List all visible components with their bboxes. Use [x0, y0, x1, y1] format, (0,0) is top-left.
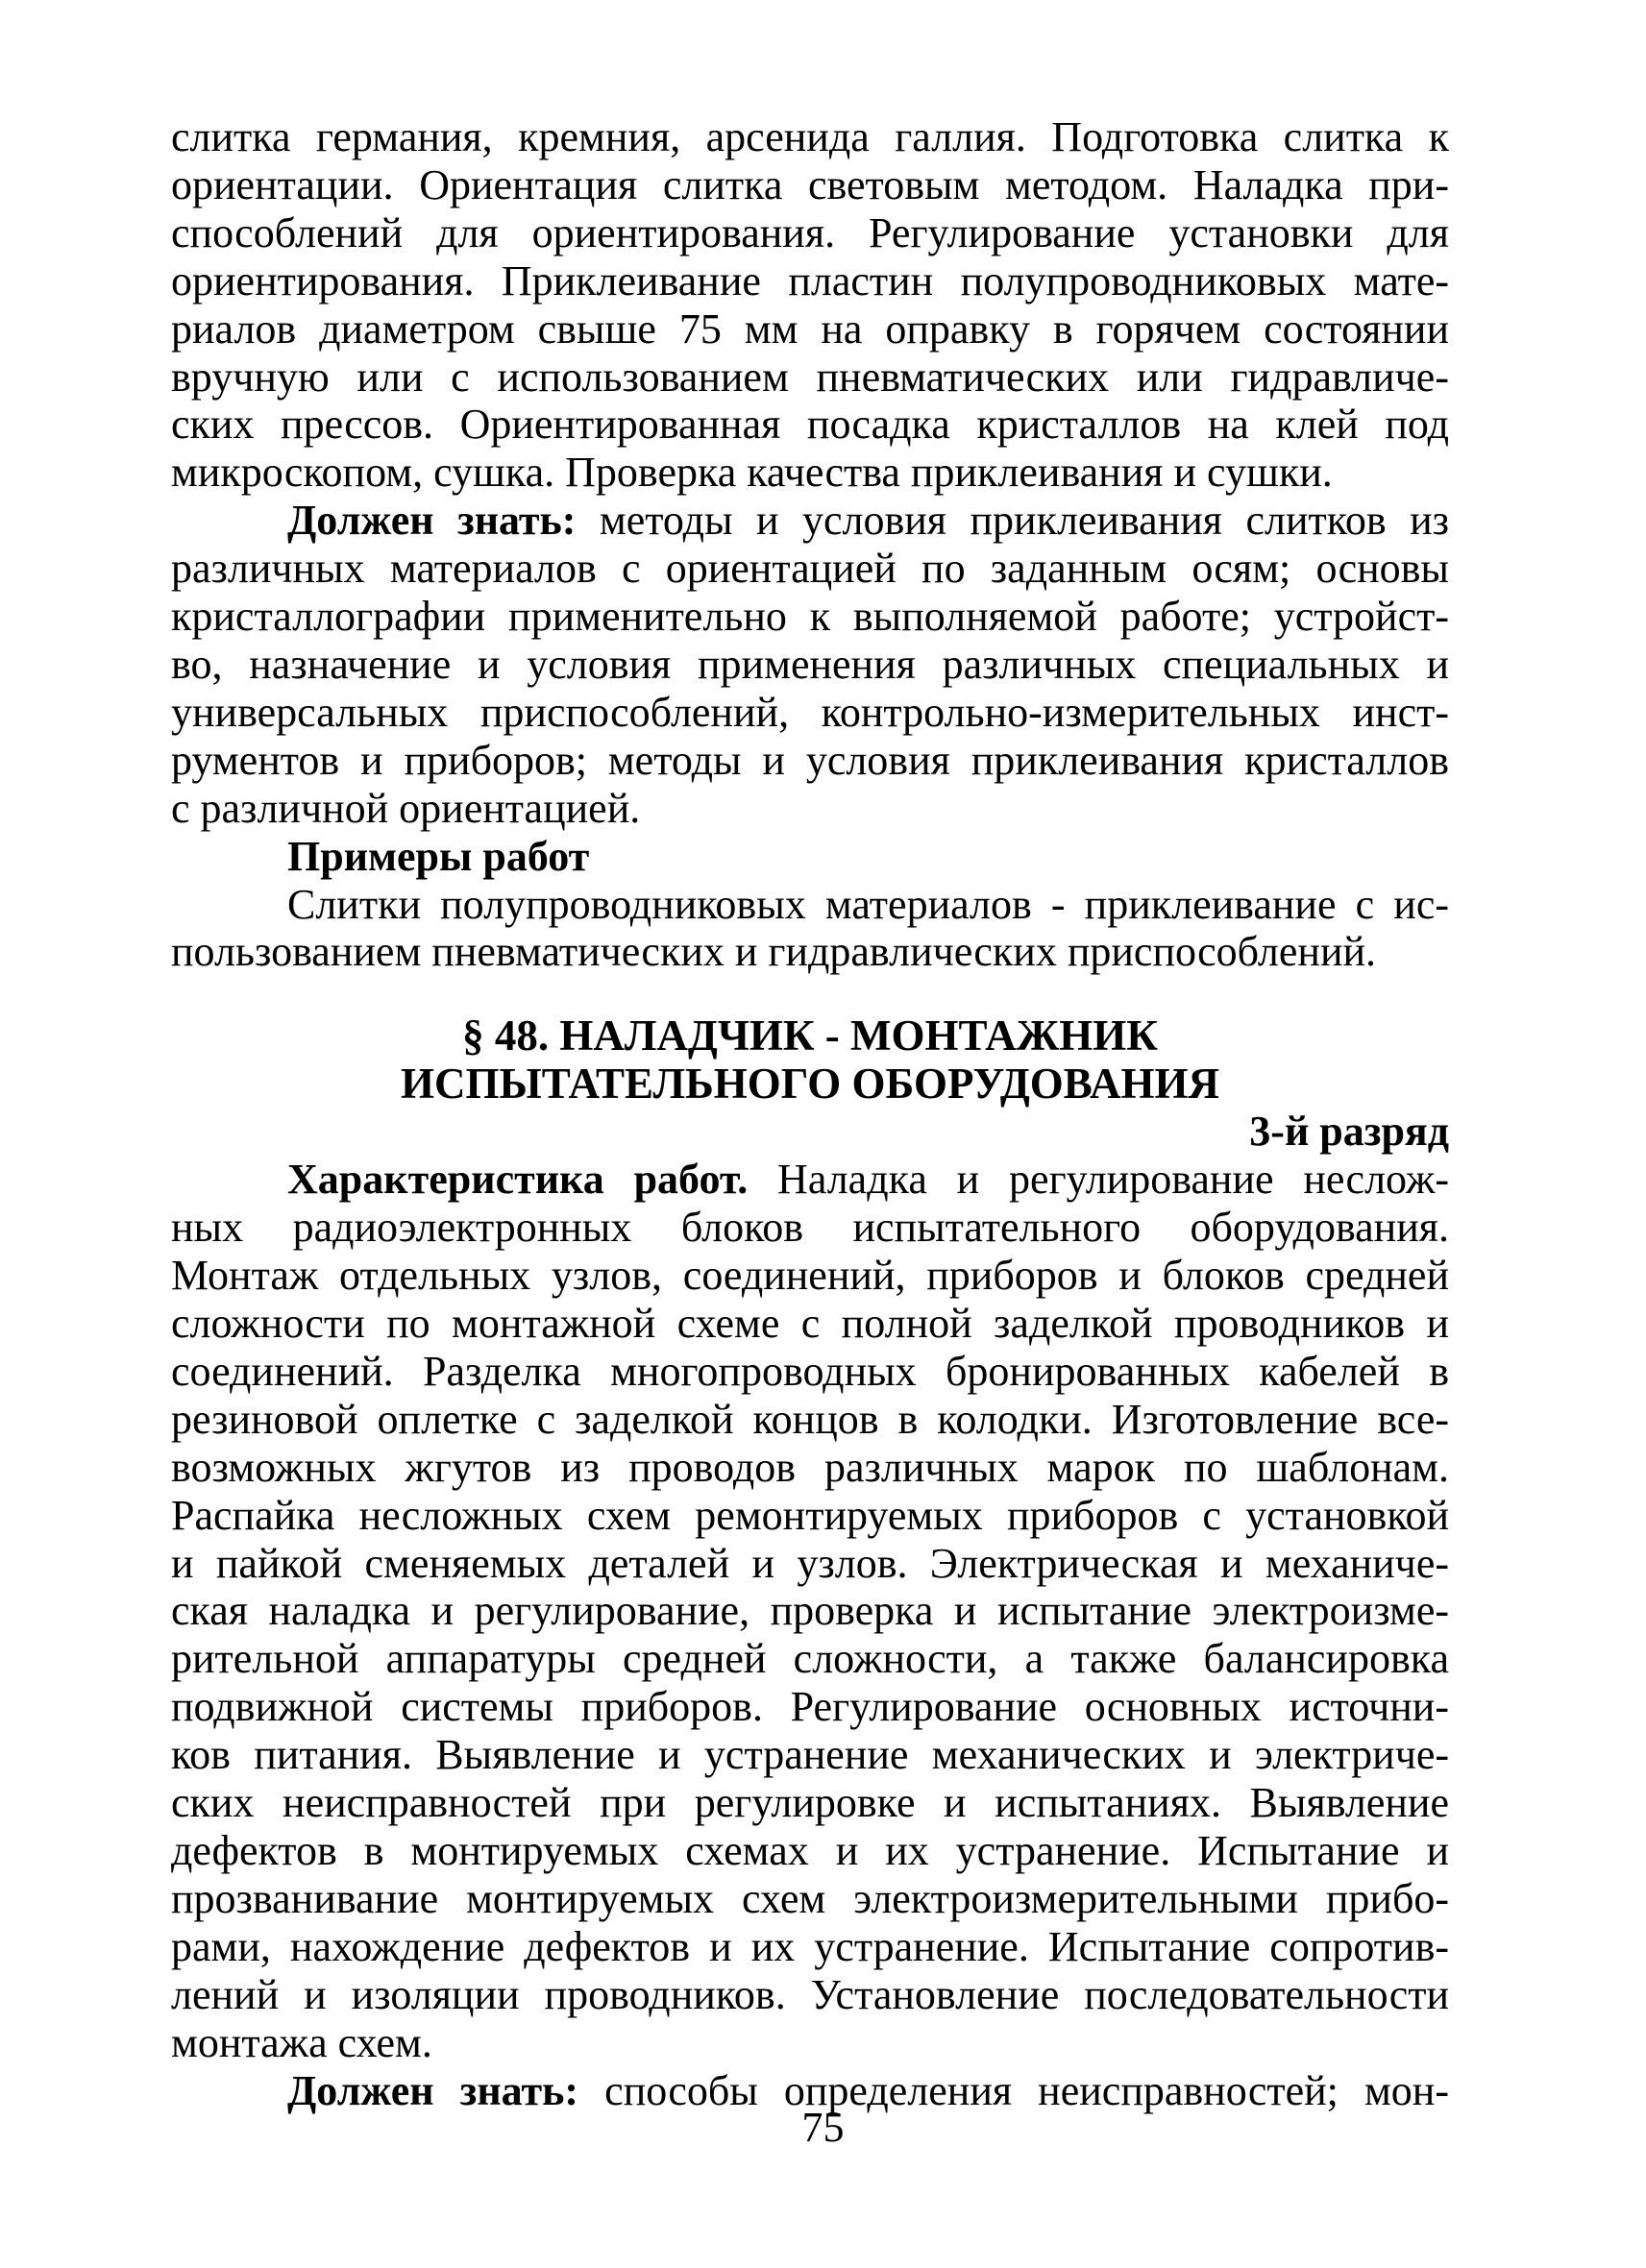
text-line: ных радиоэлектронных блоков испытательного оборудования.: [171, 1204, 1449, 1252]
characteristics-paragraph: [171, 1156, 1449, 2066]
text-line: ков питания. Выявление и устранение механических и электриче-: [171, 1731, 1449, 1779]
text-line: резиновой оплетке с заделкой концов в колодки. Изготовление все-: [171, 1395, 1449, 1443]
section-title-line: § 48. НАЛАДЧИК - МОНТАЖНИК: [462, 1012, 1158, 1061]
characteristics-first-line: Наладка и регулирование неслож-: [748, 1156, 1450, 1204]
text-line: универсальных приспособлений, контрольно-измерительных инст-: [171, 688, 1449, 736]
knowledge-first-line: способы определения неисправностей; мон-: [578, 2066, 1449, 2114]
section-spacer: [171, 976, 1449, 1012]
text-line: ских неисправностей при регулировке и испытаниях. Выявление: [171, 1779, 1449, 1827]
continuation-paragraph: [171, 113, 1449, 497]
text-line: риалов диаметром свыше 75 мм на оправку в горячем состоянии: [171, 305, 1449, 353]
text-line: и пайкой сменяемых деталей и узлов. Электрическая и механиче-: [171, 1539, 1449, 1587]
text-line: соединений. Разделка многопроводных бронированных кабелей в: [171, 1347, 1449, 1395]
text-line: ориентирования. Приклеивание пластин полупроводниковых мате-: [171, 256, 1449, 305]
text-line: пользованием пневматических и гидравлических приспособлений.: [171, 928, 1377, 976]
knowledge-paragraph: [171, 497, 1449, 832]
text-line: подвижной системы приборов. Регулирование основных источни-: [171, 1683, 1449, 1731]
section-title-line: ИСПЫТАТЕЛЬНОГО ОБОРУДОВАНИЯ: [401, 1060, 1219, 1109]
text-line: монтажа схем.: [171, 2018, 432, 2066]
examples-label: Примеры работ: [287, 832, 590, 880]
knowledge-label: Должен знать:: [287, 2066, 579, 2114]
text-line: прозванивание монтируемых схем электроизмерительными прибо-: [171, 1874, 1449, 1922]
text-line: Монтаж отдельных узлов, соединений, приборов и блоков средней: [171, 1252, 1449, 1300]
section-title: [171, 1012, 1449, 1108]
text-line: вручную или с использованием пневматических или гидравличе-: [171, 353, 1449, 401]
text-line: [171, 497, 1449, 545]
text-line: рументов и приборов; методы и условия приклеивания кристаллов: [171, 736, 1449, 784]
page-number: 75: [801, 2104, 845, 2151]
text-line: сложности по монтажной схеме с полной заделкой проводников и: [171, 1300, 1449, 1348]
text-line: рительной аппаратуры средней сложности, а также балансировка: [171, 1635, 1449, 1683]
text-line: [171, 1156, 1449, 1204]
text-line: способлений для ориентирования. Регулирование установки для: [171, 208, 1449, 256]
text-line: микроскопом, сушка. Проверка качества приклеивания и сушки.: [171, 449, 1333, 497]
text-line: кристаллографии применительно к выполняемой работе; устройст-: [171, 593, 1449, 641]
knowledge-label: Должен знать:: [287, 497, 577, 545]
text-line: Распайка несложных схем ремонтируемых приборов с установкой: [171, 1491, 1449, 1539]
characteristics-label: Характеристика работ.: [287, 1156, 749, 1204]
text-line: ская наладка и регулирование, проверка и испытание электроизме-: [171, 1587, 1449, 1635]
text-line: лений и изоляции проводников. Установление последовательности: [171, 1970, 1449, 2018]
text-line: рами, нахождение дефектов и их устранение. Испытание сопротив-: [171, 1922, 1449, 1970]
text-line: возможных жгутов из проводов различных марок по шаблонам.: [171, 1443, 1449, 1491]
text-line: Слитки полупроводниковых материалов - приклеивание с ис-: [287, 880, 1449, 928]
text-line: с различной ориентацией.: [171, 784, 641, 832]
text-line: во, назначение и условия применения различных специальных и: [171, 640, 1449, 688]
text-line: ориентации. Ориентация слитка световым методом. Наладка при-: [171, 160, 1449, 208]
text-line: различных материалов с ориентацией по заданным осям; основы: [171, 545, 1449, 593]
page-body: [171, 113, 1449, 2227]
text-line: слитка германия, кремния, арсенида галлия. Подготовка слитка к: [171, 113, 1449, 160]
grade-label: 3-й разряд: [1249, 1108, 1449, 1156]
text-line: дефектов в монтируемых схемах и их устранение. Испытание и: [171, 1827, 1449, 1874]
knowledge-first-line: методы и условия приклеивания слитков из: [576, 497, 1450, 545]
examples-block: [171, 833, 1449, 977]
text-line: ских прессов. Ориентированная посадка кристаллов на клей под: [171, 401, 1449, 449]
